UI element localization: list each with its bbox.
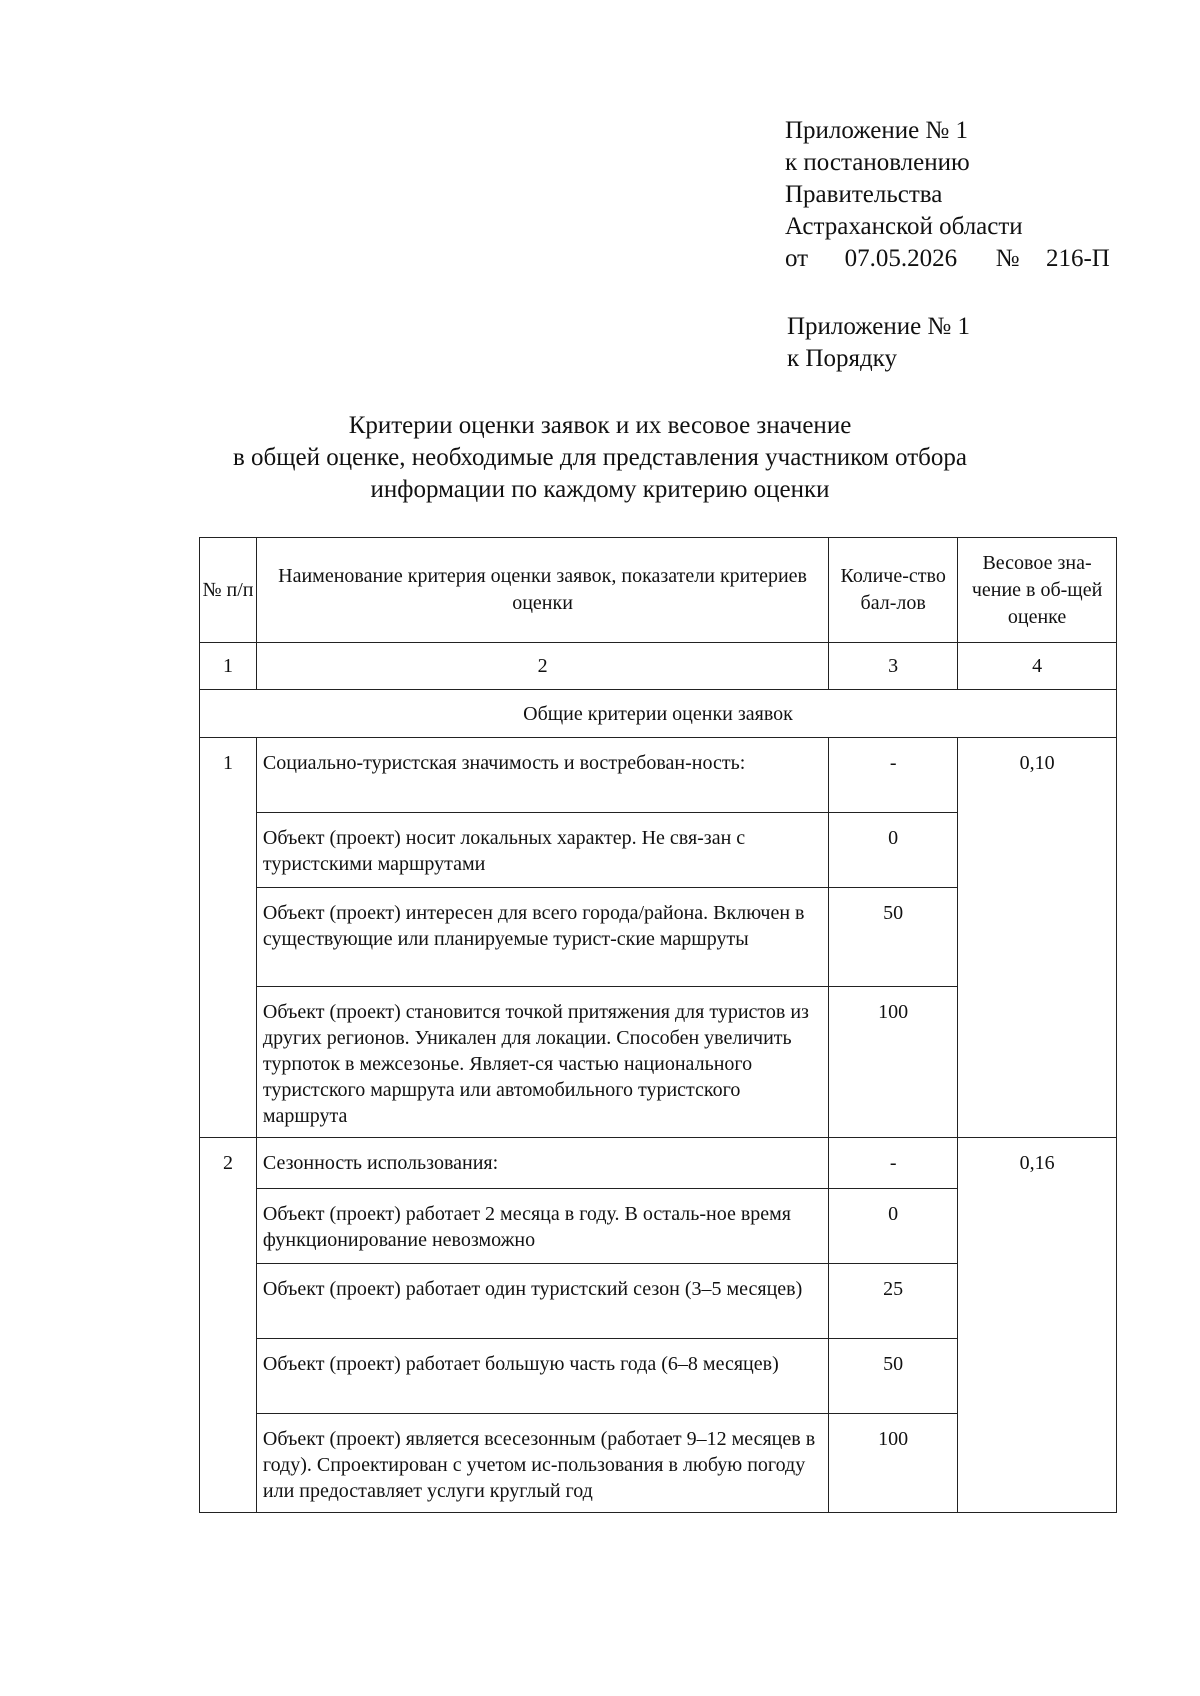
indicator-text: Объект (проект) становится точкой притяжения для туристов из других регионов. Уникален для локации. Способен увеличить турпоток в межсезонье. Являет-ся частью национального туристского маршрута или автомобильного туристского маршрута: [256, 987, 828, 1138]
column-number: 3: [829, 643, 958, 690]
number-sign: №: [995, 245, 1020, 272]
indicator-points: 50: [829, 1339, 958, 1414]
title-line: информации по каждому критерию оценки: [370, 476, 830, 503]
criterion-name: Социально-туристская значимость и востребован-ность:: [256, 738, 828, 813]
annex-header-line: к постановлению: [785, 149, 970, 176]
header-points: Количе-ство бал-лов: [829, 538, 958, 643]
annex-header: [785, 115, 1110, 275]
document-title: [0, 410, 1200, 506]
annex-order-line: Приложение № 1: [787, 313, 971, 340]
criterion-number: 1: [200, 738, 257, 1138]
section-title: Общие критерии оценки заявок: [200, 690, 1117, 738]
date-prefix: от: [785, 245, 809, 272]
indicator-text: Объект (проект) интересен для всего города/района. Включен в существующие или планируемые турист-ские маршруты: [256, 888, 828, 987]
criterion-weight: 0,10: [958, 738, 1117, 1138]
criterion-points: -: [829, 1138, 958, 1189]
criterion-number: 2: [200, 1138, 257, 1513]
annex-header-line: Правительства: [785, 181, 943, 208]
header-criterion-name: Наименование критерия оценки заявок, показатели критериев оценки: [256, 538, 828, 643]
criteria-table: [199, 537, 1117, 1513]
indicator-points: 0: [829, 1189, 958, 1264]
criterion-row: [200, 1138, 1117, 1189]
criterion-weight: 0,16: [958, 1138, 1117, 1513]
table-header-row: [200, 538, 1117, 643]
annex-order-line: к Порядку: [787, 345, 897, 372]
section-row: [200, 690, 1117, 738]
annex-order-header: [787, 311, 970, 375]
document-date: 07.05.2026: [844, 245, 958, 272]
annex-date-line: [785, 243, 1110, 275]
indicator-text: Объект (проект) работает 2 месяца в году. В осталь-ное время функционирование невозможно: [256, 1189, 828, 1264]
header-weight: Весовое зна-чение в об-щей оценке: [958, 538, 1117, 643]
header-number: № п/п: [200, 538, 257, 643]
column-number: 4: [958, 643, 1117, 690]
column-number: 1: [200, 643, 257, 690]
indicator-text: Объект (проект) работает большую часть года (6–8 месяцев): [256, 1339, 828, 1414]
indicator-text: Объект (проект) работает один туристский сезон (3–5 месяцев): [256, 1264, 828, 1339]
title-line: в общей оценке, необходимые для представления участником отбора: [233, 444, 967, 471]
indicator-points: 50: [829, 888, 958, 987]
indicator-points: 100: [829, 1414, 958, 1513]
indicator-points: 100: [829, 987, 958, 1138]
annex-header-line: Астраханской области: [785, 213, 1023, 240]
annex-header-line: Приложение № 1: [785, 117, 969, 144]
indicator-text: Объект (проект) носит локальных характер. Не свя-зан с туристскими маршрутами: [256, 813, 828, 888]
indicator-text: Объект (проект) является всесезонным (работает 9–12 месяцев в году). Спроектирован с учетом ис-пользования в любую погоду или предоставляет услуги круглый год: [256, 1414, 828, 1513]
indicator-points: 0: [829, 813, 958, 888]
criterion-name: Сезонность использования:: [256, 1138, 828, 1189]
title-line: Критерии оценки заявок и их весовое значение: [348, 412, 852, 439]
criterion-row: [200, 738, 1117, 813]
criterion-points: -: [829, 738, 958, 813]
document-number: 216-П: [1045, 245, 1110, 272]
column-numbers-row: [200, 643, 1117, 690]
indicator-points: 25: [829, 1264, 958, 1339]
column-number: 2: [256, 643, 828, 690]
